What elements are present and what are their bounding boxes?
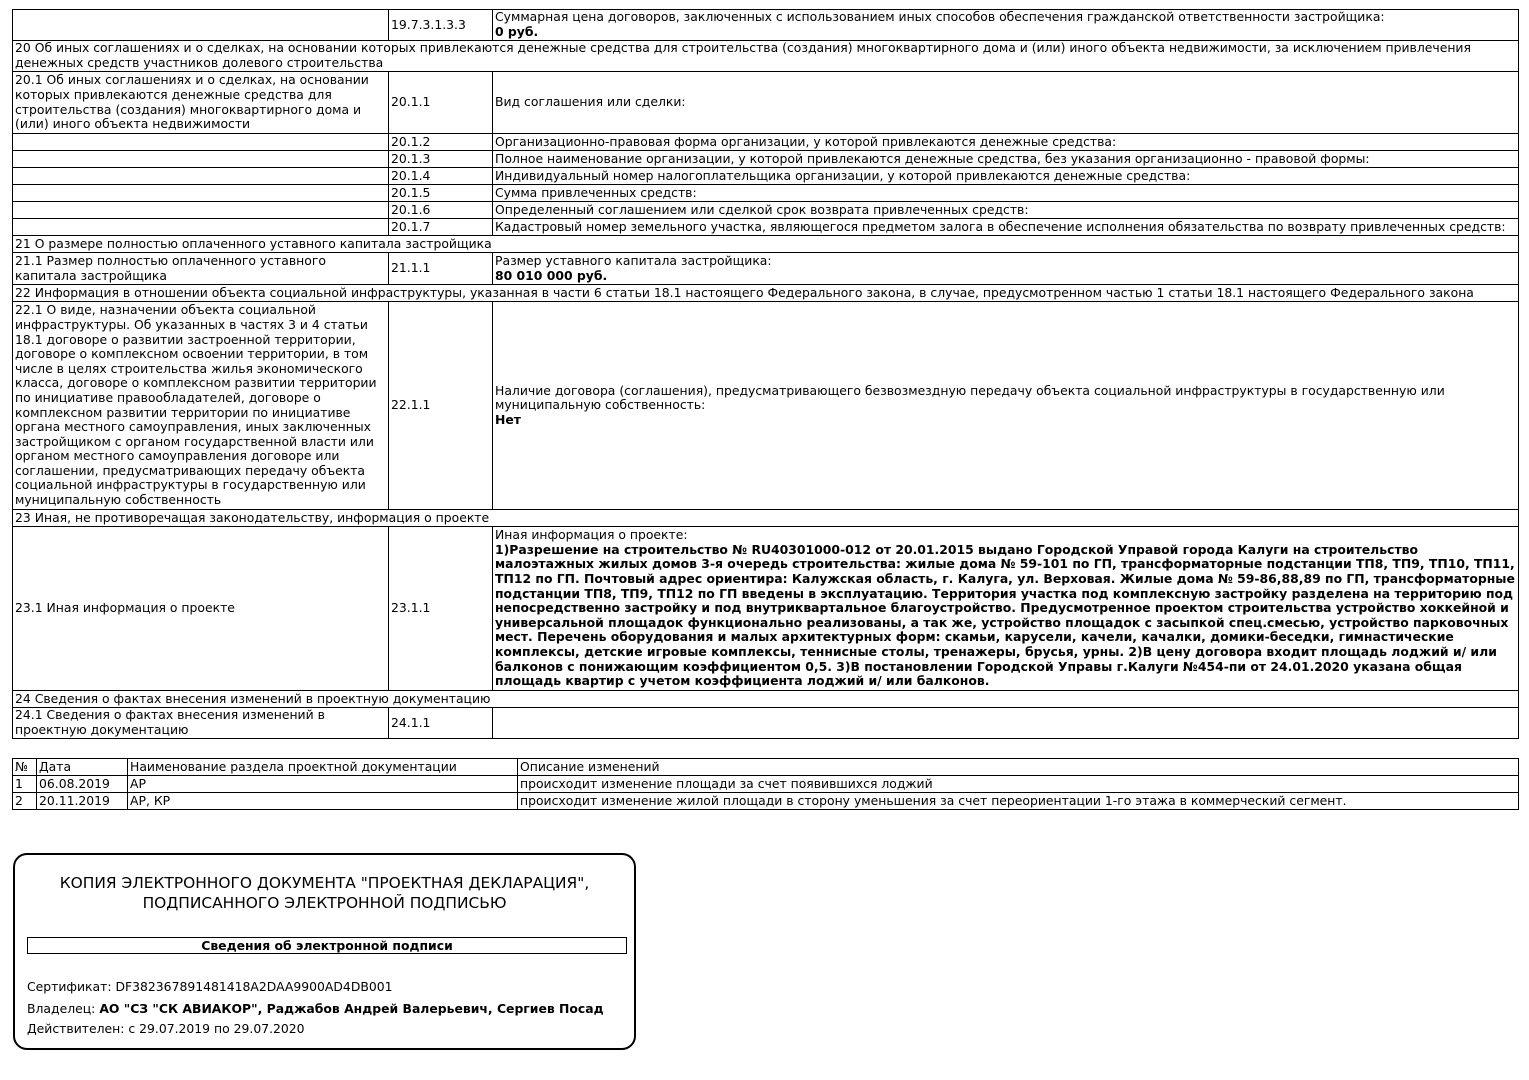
- empty-cell: [13, 202, 389, 219]
- change-date: 20.11.2019: [37, 793, 128, 810]
- section-header: [13, 236, 1519, 253]
- row-code: 20.1.5: [389, 185, 493, 202]
- owner-label: Владелец:: [27, 1001, 96, 1016]
- row-code: 23.1.1: [389, 527, 493, 691]
- empty-cell: [13, 134, 389, 151]
- changes-header-row: [13, 759, 1519, 776]
- row-text: Вид соглашения или сделки:: [493, 72, 1519, 134]
- row-code: 22.1.1: [389, 302, 493, 510]
- table-row: [13, 72, 1519, 134]
- section-20-title: 20 Об иных соглашениях и о сделках, на основании которых привлекаются денежные средства для строительства (создания) многоквартирного дома и (или) иного объекта недвижимости, за исключением привлечения денежных средств участников долевого строительства: [13, 41, 1519, 72]
- empty-cell: [13, 168, 389, 185]
- row-value: 1)Разрешение на строительство № RU40301000-012 от 20.01.2015 выдано Городской Управой города Калуги на строительство малоэтажных жилых домов 3-я очередь строительства: жилые дома № 59-101 по ГП, трансформаторные подстанции ТП8, ТП9, ТП10, ТП11, ТП12 по ГП. Почтовый адрес ориентира: Калужская область, г. Калуга, ул. Верховая. Жилые дома № 59-86,88,89 по ГП, трансформаторные подстанции ТП8, ТП9, ТП12 по ГП введены в эксплуатацию. Территория участка под комплексную застройку разделена на территорию под непосредственно застройку и под внутриквартальное благоустройство. Предусмотренное проектом строительства устройство хоккейной и универсальной площадок функционально реализованы, а так же, устройство площадок с засыпкой спец.смесью, устройство парковочных мест. Перечень оборудования и малых архитектурных форм: скамьи, карусели, качели, качалки, домики-беседки, гимнастические комплексы, детские игровые комплексы, теннисные столы, тренажеры, брусья, урны. 2)В цену договора входит площадь лоджий и/ или балконов с понижающим коэффициентом 0,5. 3)В постановлении Городской Управы г.Калуги №454-пи от 24.01.2020 указана общая площадь квартир с учетом коэффициента лоджий и/ или балконов.: [495, 541, 1515, 689]
- row-text: Сумма привлеченных средств:: [493, 185, 1519, 202]
- declaration-table: [12, 9, 1519, 739]
- row-text: Полное наименование организации, у которой привлекаются денежные средства, без указания организационно - правовой формы:: [493, 151, 1519, 168]
- header-description: Описание изменений: [518, 759, 1519, 776]
- row-code: 19.7.3.1.3.3: [389, 10, 493, 41]
- subsection-20-1-label: 20.1 Об иных соглашениях и о сделках, на основании которых привлекаются денежные средства для строительства (создания) многоквартирного дома и (или) иного объекта недвижимости: [13, 72, 389, 134]
- row-code: 20.1.6: [389, 202, 493, 219]
- table-row: [13, 202, 1519, 219]
- row-value: 80 010 000 руб.: [495, 267, 608, 283]
- subsection-24-1-label: 24.1 Сведения о фактах внесения изменений в проектную документацию: [13, 708, 389, 739]
- stamp-signature-header: Сведения об электронной подписи: [27, 937, 627, 954]
- header-number: №: [13, 759, 37, 776]
- subsection-23-1-label: 23.1 Иная информация о проекте: [13, 527, 389, 691]
- row-text: Индивидуальный номер налогоплательщика организации, у которой привлекаются денежные средства:: [493, 168, 1519, 185]
- section-24-title: 24 Сведения о фактах внесения изменений в проектную документацию: [13, 691, 1519, 708]
- row-text: [493, 10, 1519, 41]
- table-row: [13, 527, 1519, 691]
- empty-cell: [13, 10, 389, 41]
- table-row: [13, 168, 1519, 185]
- empty-cell: [13, 219, 389, 236]
- row-label: Суммарная цена договоров, заключенных с использованием иных способов обеспечения гражданской ответственности застройщика:: [495, 9, 1385, 25]
- table-row: [13, 302, 1519, 510]
- section-header: [13, 510, 1519, 527]
- stamp-title-line: ПОДПИСАННОГО ЭЛЕКТРОННОЙ ПОДПИСЬЮ: [142, 894, 507, 912]
- section-header: [13, 41, 1519, 72]
- table-row: [13, 219, 1519, 236]
- table-row: [13, 134, 1519, 151]
- section-21-title: 21 О размере полностью оплаченного уставного капитала застройщика: [13, 236, 1519, 253]
- table-row: [13, 10, 1519, 41]
- row-label: Размер уставного капитала застройщика:: [495, 252, 772, 268]
- change-section: АР: [128, 776, 518, 793]
- owner-value: АО "СЗ "СК АВИАКОР", Раджабов Андрей Валерьевич, Сергиев Посад: [99, 1001, 604, 1016]
- change-section: АР, КР: [128, 793, 518, 810]
- row-label: Наличие договора (соглашения), предусматривающего безвозмездную передачу объекта социальной инфраструктуры в государственную или муниципальную собственность:: [495, 382, 1445, 413]
- section-header: [13, 691, 1519, 708]
- subsection-21-1-label: 21.1 Размер полностью оплаченного уставного капитала застройщика: [13, 253, 389, 285]
- row-text: Определенный соглашением или сделкой срок возврата привлеченных средств:: [493, 202, 1519, 219]
- empty-cell: [13, 185, 389, 202]
- row-text: Кадастровый номер земельного участка, являющегося предметом залога в обеспечение исполнения обязательства по возврату привлеченных средств:: [493, 219, 1519, 236]
- signature-stamp: [13, 853, 636, 1050]
- row-code: 20.1.3: [389, 151, 493, 168]
- subsection-22-1-label: 22.1 О виде, назначении объекта социальной инфраструктуры. Об указанных в частях 3 и 4 статьи 18.1 договоре о развитии застроенной территории, договоре о комплексном освоении территории, в том числе в целях строительства жилья экономического класса, договоре о комплексном развитии территории по инициативе правообладателей, договоре о комплексном развитии территории по инициативе органа местного самоуправления, иных заключенных застройщиком с органом государственной власти или органом местного самоуправления договоре или соглашении, предусматривающих передачу объекта социальной инфраструктуры в государственную или муниципальную собственность: [13, 302, 389, 510]
- row-code: 21.1.1: [389, 253, 493, 285]
- table-row: [13, 185, 1519, 202]
- validity-label: Действителен:: [27, 1021, 125, 1036]
- row-text: [493, 302, 1519, 510]
- row-code: 24.1.1: [389, 708, 493, 739]
- table-row: [13, 151, 1519, 168]
- stamp-validity: [27, 1021, 305, 1037]
- table-row: [13, 708, 1519, 739]
- stamp-owner: [27, 1001, 604, 1017]
- row-code: 20.1.7: [389, 219, 493, 236]
- changes-table: [12, 758, 1519, 810]
- section-22-title: 22 Информация в отношении объекта социальной инфраструктуры, указанная в части 6 статьи 18.1 настоящего Федерального закона, в случае, предусмотренном частью 1 статьи 18.1 настоящего Федерального закона: [13, 285, 1519, 302]
- header-date: Дата: [37, 759, 128, 776]
- row-text: [493, 253, 1519, 285]
- row-text: Организационно-правовая форма организации, у которой привлекаются денежные средства:: [493, 134, 1519, 151]
- table-row: [13, 793, 1519, 810]
- table-row: [13, 776, 1519, 793]
- empty-cell: [493, 708, 1519, 739]
- certificate-label: Сертификат:: [27, 979, 112, 994]
- row-label: Иная информация о проекте:: [495, 527, 688, 543]
- change-description: происходит изменение площади за счет появившихся лоджий: [518, 776, 1519, 793]
- table-row: [13, 253, 1519, 285]
- row-value: Нет: [495, 411, 521, 427]
- change-description: происходит изменение жилой площади в сторону уменьшения за счет переориентации 1-го этажа в коммерческий сегмент.: [518, 793, 1519, 810]
- stamp-certificate: [27, 979, 393, 995]
- change-date: 06.08.2019: [37, 776, 128, 793]
- section-header: [13, 285, 1519, 302]
- section-23-title: 23 Иная, не противоречащая законодательству, информация о проекте: [13, 510, 1519, 527]
- row-code: 20.1.1: [389, 72, 493, 134]
- header-section: Наименование раздела проектной документации: [128, 759, 518, 776]
- row-text: [493, 527, 1519, 691]
- row-value: 0 руб.: [495, 24, 539, 39]
- certificate-value: DF382367891481418A2DAA9900AD4DB001: [115, 979, 393, 994]
- empty-cell: [13, 151, 389, 168]
- row-code: 20.1.4: [389, 168, 493, 185]
- row-code: 20.1.2: [389, 134, 493, 151]
- change-number: 2: [13, 793, 37, 810]
- stamp-title-line: КОПИЯ ЭЛЕКТРОННОГО ДОКУМЕНТА "ПРОЕКТНАЯ ДЕКЛАРАЦИЯ",: [59, 874, 590, 892]
- stamp-title: [15, 873, 634, 913]
- validity-value: с 29.07.2019 по 29.07.2020: [128, 1021, 305, 1036]
- change-number: 1: [13, 776, 37, 793]
